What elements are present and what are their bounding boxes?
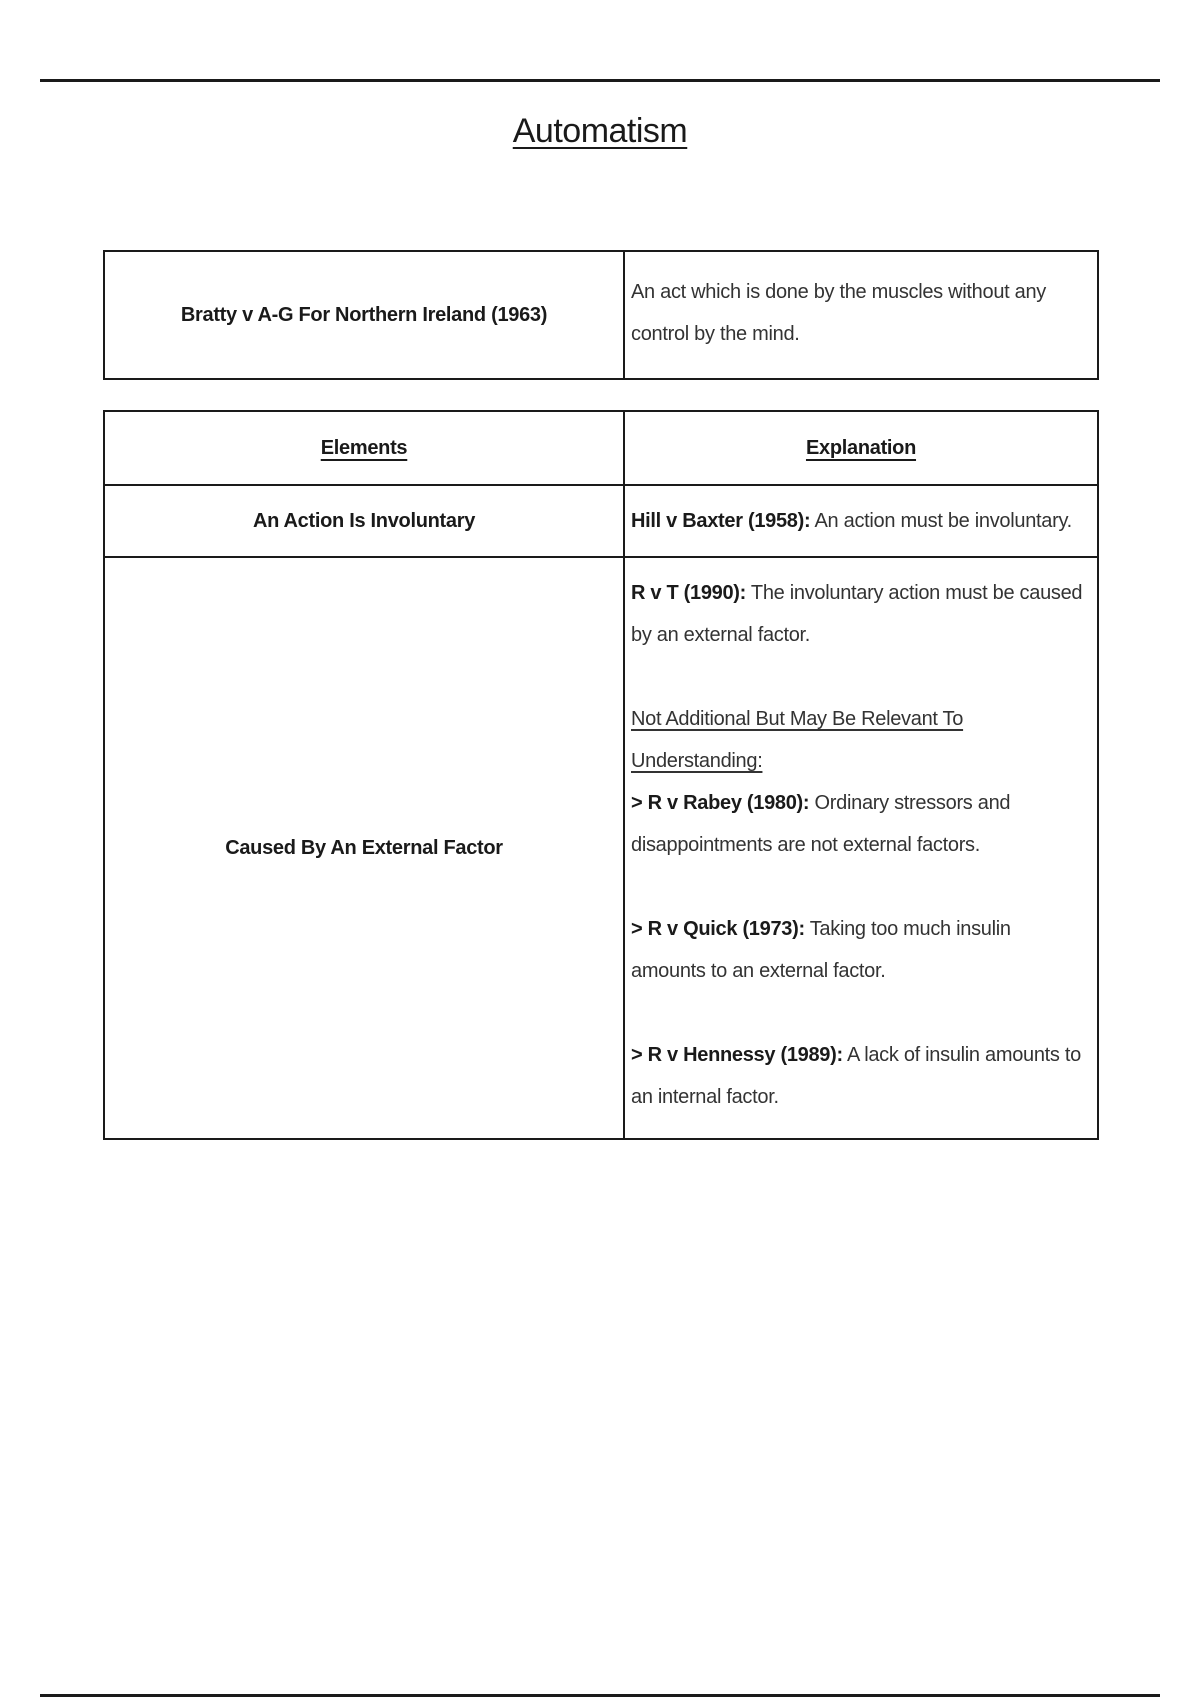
definition-case: Bratty v A-G For Northern Ireland (1963) (104, 251, 624, 379)
sub-case-name: > R v Rabey (1980): (631, 792, 810, 814)
case-name: Hill v Baxter (1958): (631, 510, 811, 532)
spacer (631, 866, 1083, 908)
page-title: Automatism (512, 112, 688, 150)
definition-text: An act which is done by the muscles without any control by the mind. (624, 251, 1098, 379)
table-row (104, 557, 1098, 1139)
element-cell: An Action Is Involuntary (104, 485, 624, 557)
sub-case-text: Taking too much insulin amounts to an external factor. (631, 918, 1011, 982)
sub-case-name: > R v Hennessy (1989): (631, 1044, 843, 1066)
header-explanation (624, 411, 1098, 485)
sub-case-text: Ordinary stressors and disappointments are not external factors. (631, 792, 1011, 856)
explanation-paragraph (631, 572, 1083, 656)
sub-case-item (631, 782, 1083, 866)
definition-table (103, 250, 1099, 380)
case-text: An action must be involuntary. (810, 510, 1072, 532)
sub-case-item (631, 908, 1083, 992)
sub-case-name: > R v Quick (1973): (631, 918, 805, 940)
sub-case-text: A lack of insulin amounts to an internal factor. (631, 1044, 1081, 1108)
case-text: The involuntary action must be caused by an external factor. (631, 582, 1083, 646)
case-name: R v T (1990): (631, 582, 747, 604)
element-cell: Caused By An External Factor (104, 557, 624, 1139)
explanation-cell (624, 485, 1098, 557)
table-header-row (104, 411, 1098, 485)
header-elements (104, 411, 624, 485)
elements-table (103, 410, 1099, 1140)
note-heading: Not Additional But May Be Relevant To Understanding: (631, 708, 964, 772)
spacer (631, 992, 1083, 1034)
header-elements-label: Elements (320, 437, 408, 459)
table-row (104, 485, 1098, 557)
bottom-rule (40, 1694, 1160, 1697)
table-row (104, 251, 1098, 379)
explanation-cell (624, 557, 1098, 1139)
top-rule (40, 79, 1160, 82)
header-explanation-label: Explanation (805, 437, 917, 459)
sub-case-item (631, 1034, 1083, 1118)
spacer (631, 656, 1083, 698)
